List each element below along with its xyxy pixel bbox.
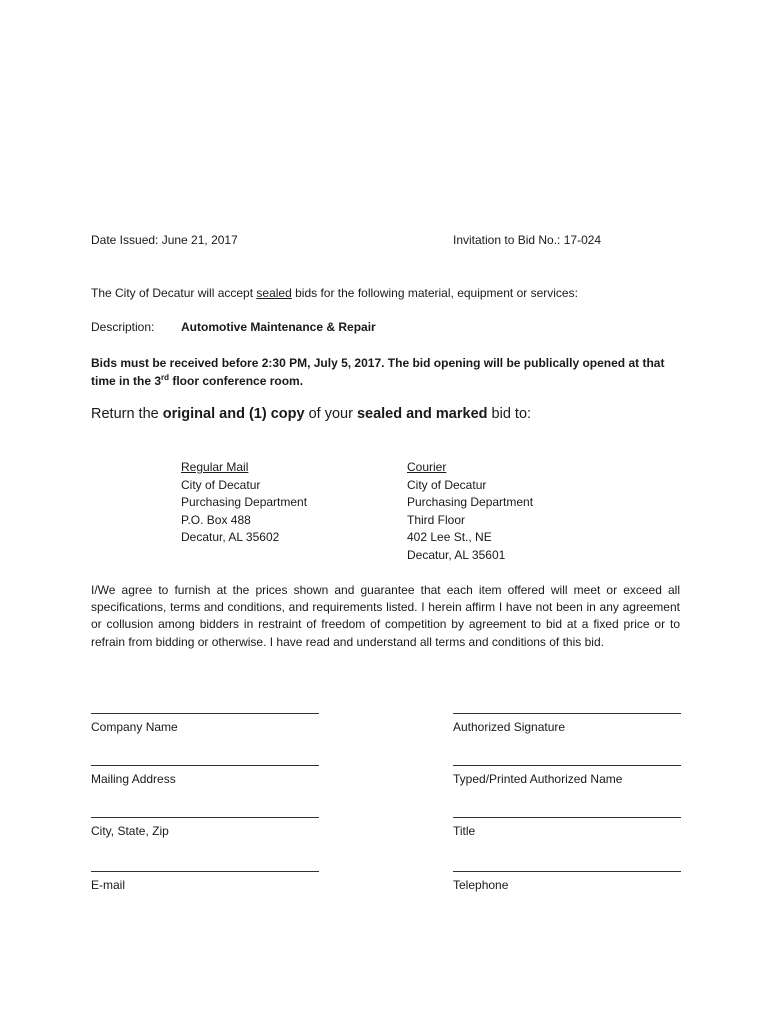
email-label: E-mail <box>91 878 126 892</box>
deadline-text-2: floor conference room. <box>169 374 304 388</box>
intro-text-before: The City of Decatur will accept <box>91 286 257 300</box>
regular-mail-heading: Regular Mail <box>181 460 249 474</box>
date-issued: Date Issued: June 21, 2017 <box>91 233 238 247</box>
courier-line: Purchasing Department <box>407 495 534 509</box>
return-bold-1: original and (1) copy <box>162 406 305 422</box>
typed-printed-name-label: Typed/Printed Authorized Name <box>453 772 623 786</box>
city-state-zip-field[interactable] <box>91 817 321 838</box>
email-field[interactable] <box>91 871 321 892</box>
return-text-1: Return the <box>91 406 163 422</box>
regular-mail-line: P.O. Box 488 <box>181 512 251 527</box>
return-text-2: of your <box>304 406 357 422</box>
invitation-to-bid-number: Invitation to Bid No.: 17-024 <box>453 233 602 247</box>
signature-line <box>91 871 319 872</box>
mailing-address-field[interactable] <box>91 765 321 786</box>
telephone-label: Telephone <box>453 878 509 892</box>
deadline-superscript: rd <box>161 373 170 382</box>
courier-line: 402 Lee St., NE <box>407 530 492 544</box>
description-value: Automotive Maintenance & Repair <box>181 320 376 334</box>
signature-line <box>453 713 681 714</box>
typed-printed-name-field[interactable] <box>453 765 683 786</box>
regular-mail-address <box>181 459 307 547</box>
telephone-field[interactable] <box>453 871 683 892</box>
return-instructions <box>91 406 531 422</box>
courier-address <box>407 459 533 564</box>
signature-line <box>453 871 681 872</box>
return-bold-2: sealed and marked <box>356 406 488 422</box>
regular-mail-line: Purchasing Department <box>181 495 308 509</box>
regular-mail-line: City of Decatur <box>181 477 261 492</box>
company-name-label: Company Name <box>91 720 178 734</box>
signature-line <box>453 765 681 766</box>
courier-line: City of Decatur <box>407 477 487 492</box>
company-name-field[interactable] <box>91 713 321 734</box>
signature-line <box>91 765 319 766</box>
signature-line <box>91 713 319 714</box>
mailing-address-label: Mailing Address <box>91 772 176 786</box>
courier-line: Decatur, AL 35601 <box>407 547 506 562</box>
title-label: Title <box>453 824 476 838</box>
authorized-signature-label: Authorized Signature <box>453 720 566 734</box>
deadline-text-1: Bids must be received before 2:30 PM, July 5, 2017. The bid opening will be publically opened at that time in the 3 <box>91 356 665 388</box>
intro-text-sealed: sealed <box>256 286 292 300</box>
city-state-zip-label: City, State, Zip <box>91 824 169 838</box>
return-text-3: bid to: <box>487 406 532 422</box>
signature-line <box>91 817 319 818</box>
signature-line <box>453 817 681 818</box>
agreement-paragraph: I/We agree to furnish at the prices shown and guarantee that each item offered will meet or exceed all specifications, terms and conditions, and requirements listed. I herein affirm I have not been in any agreement or collusion among bidders in restraint of freedom of competition by agreement to bid at a fixed price or to refrain from bidding or otherwise. I have read and understand all terms and conditions of this bid. <box>91 583 680 649</box>
title-field[interactable] <box>453 817 683 838</box>
authorized-signature-field[interactable] <box>453 713 683 734</box>
bid-deadline-notice <box>91 354 691 390</box>
intro-text-after: bids for the following material, equipment or services: <box>291 286 578 300</box>
courier-line: Third Floor <box>407 512 466 527</box>
regular-mail-line: Decatur, AL 35602 <box>181 530 280 544</box>
courier-heading: Courier <box>407 460 447 474</box>
intro-statement <box>91 286 578 300</box>
description-label: Description: <box>91 320 155 334</box>
